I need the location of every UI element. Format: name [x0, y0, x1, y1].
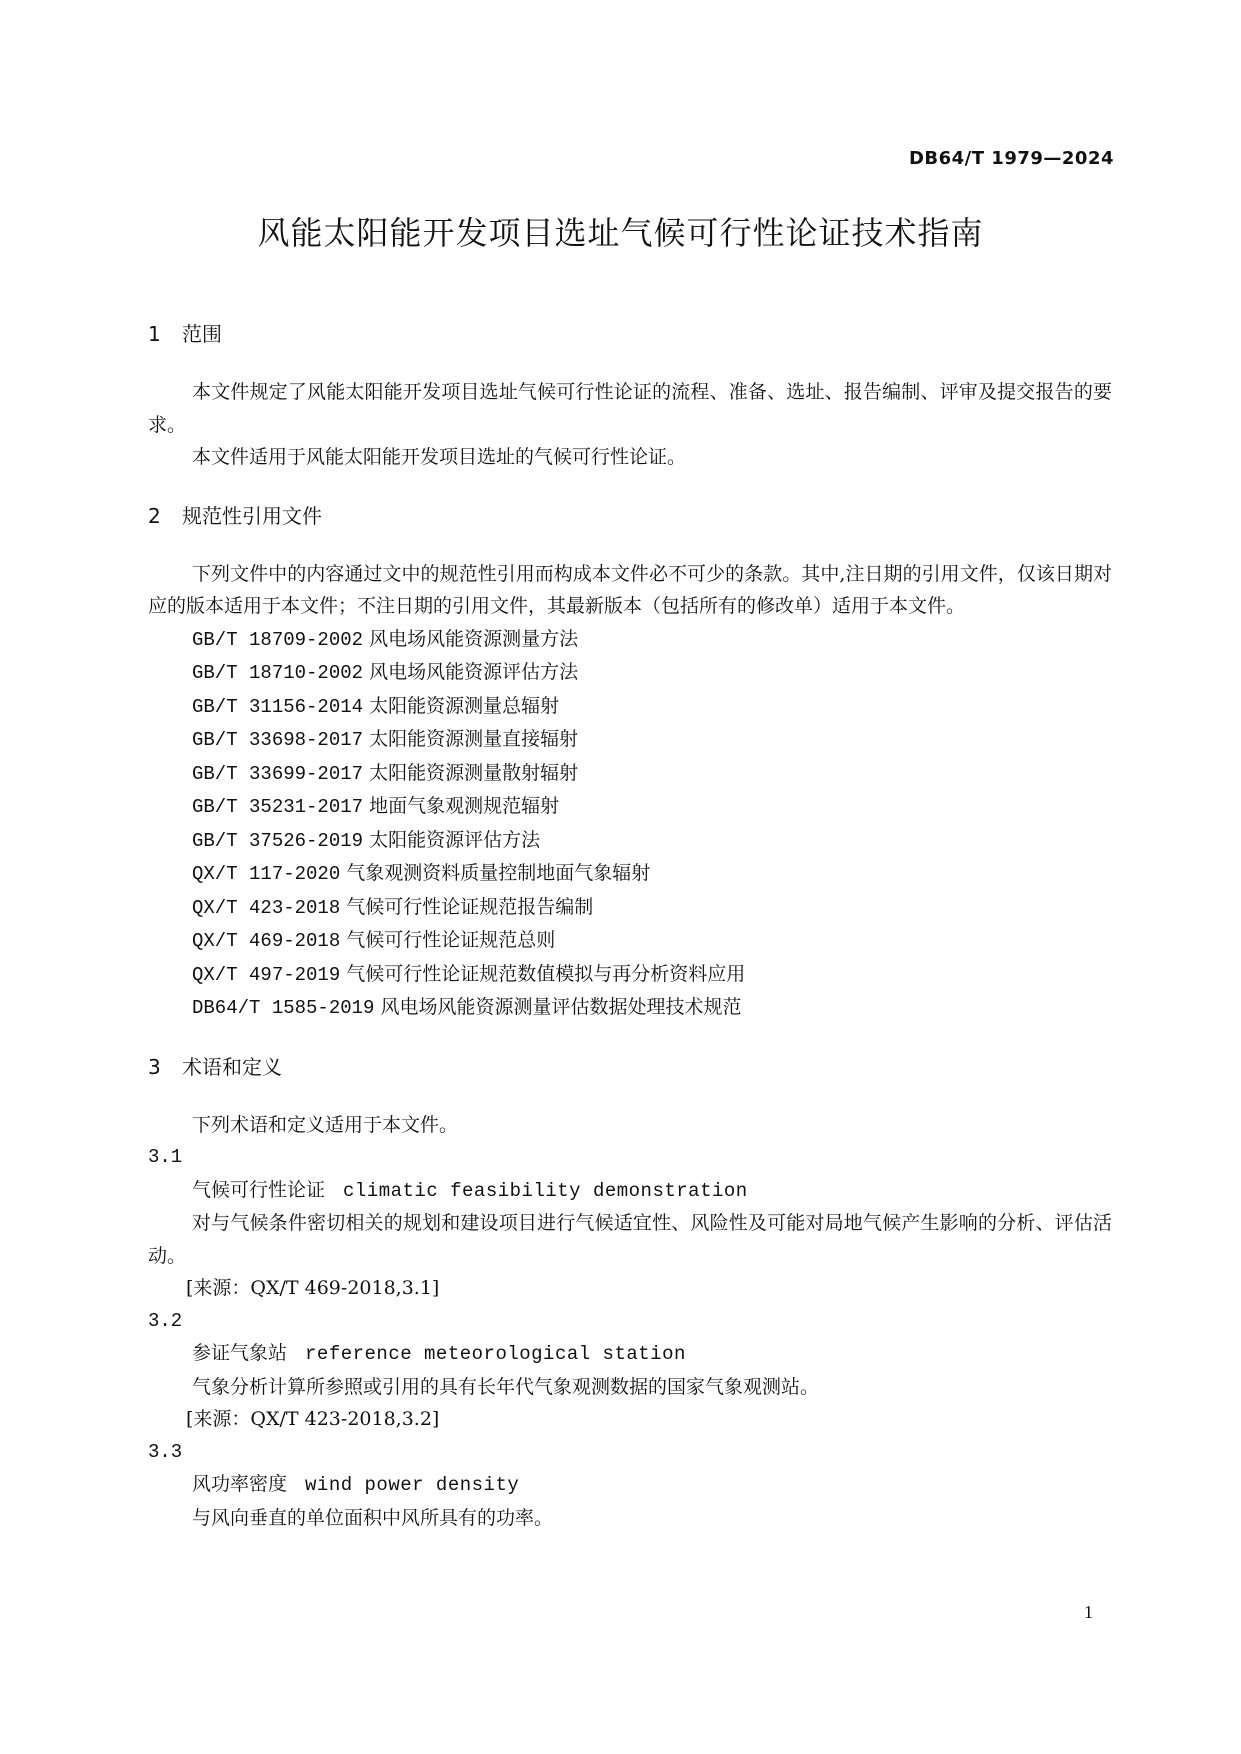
- section-3-intro: 下列术语和定义适用于本文件。: [192, 1113, 459, 1136]
- term-source: [来源：QX/T 469-2018,3.1]: [186, 1277, 440, 1299]
- section-number: 1: [148, 322, 161, 346]
- reference-item: GB/T 33699-2017 太阳能资源测量散射辐射: [192, 761, 579, 785]
- term-number: 3.3: [148, 1440, 183, 1463]
- term-heading: [148, 1468, 1112, 1502]
- section-1-paragraph-2: 本文件适用于风能太阳能开发项目选址的气候可行性论证。: [192, 446, 687, 468]
- page-number: 1: [1084, 1602, 1093, 1622]
- document-body: [148, 318, 1112, 1534]
- section-1-paragraph-1: 本文件规定了风能太阳能开发项目选址气候可行性论证的流程、准备、选址、报告编制、评审及提交报告的要求。: [148, 381, 1112, 436]
- section-title: 术语和定义: [182, 1054, 282, 1079]
- reference-item: GB/T 31156-2014 太阳能资源测量总辐射: [192, 694, 560, 718]
- term-number: 3.1: [148, 1146, 183, 1168]
- term-en: wind power density: [305, 1474, 520, 1496]
- section-number: 2: [148, 503, 161, 528]
- section-number: 3: [148, 1054, 161, 1079]
- reference-item: GB/T 18710-2002 风电场风能资源评估方法: [192, 661, 579, 684]
- term-zh: 风功率密度: [192, 1473, 288, 1495]
- term-heading: [148, 1337, 1112, 1371]
- term-heading: [148, 1174, 1112, 1208]
- reference-item: QX/T 117-2020 气象观测资料质量控制地面气象辐射: [192, 862, 651, 885]
- term-en: reference meteorological station: [305, 1343, 686, 1365]
- term-definition: 气象分析计算所参照或引用的具有长年代气象观测数据的国家气象观测站。: [192, 1375, 820, 1398]
- document-title: 风能太阳能开发项目选址气候可行性论证技术指南: [257, 214, 984, 252]
- term-zh: 参证气象站: [192, 1342, 288, 1364]
- standard-code: DB64/T 1979—2024: [908, 148, 1114, 169]
- reference-list: [148, 623, 1112, 1025]
- term-definition: 对与气候条件密切相关的规划和建设项目进行气候适宜性、风险性及可能对局地气候产生影响的分析、评估活动。: [148, 1212, 1112, 1267]
- term-en: climatic feasibility demonstration: [343, 1179, 748, 1202]
- term-number: 3.2: [148, 1309, 183, 1332]
- term-source: [来源：QX/T 423-2018,3.2]: [186, 1408, 440, 1430]
- reference-item: GB/T 37526-2019 太阳能资源评估方法: [192, 828, 541, 852]
- section-2-paragraph: 下列文件中的内容通过文中的规范性引用而构成本文件必不可少的条款。其中,注日期的引用文件，仅该日期对应的版本适用于本文件；不注日期的引用文件，其最新版本（包括所有的修改单）适用于本文件。: [148, 562, 1112, 617]
- term-zh: 气候可行性论证: [192, 1178, 326, 1201]
- reference-item: GB/T 33698-2017 太阳能资源测量直接辐射: [192, 728, 579, 751]
- reference-item: GB/T 18709-2002 风电场风能资源测量方法: [192, 627, 579, 651]
- reference-item: QX/T 423-2018 气候可行性论证规范报告编制: [192, 895, 594, 919]
- section-3-heading: [148, 1051, 1112, 1083]
- section-title: 规范性引用文件: [182, 503, 322, 528]
- section-title: 范围: [182, 322, 222, 346]
- term-definition: 与风向垂直的单位面积中风所具有的功率。: [192, 1506, 554, 1529]
- reference-item: DB64/T 1585-2019 风电场风能资源测量评估数据处理技术规范: [192, 996, 742, 1019]
- reference-item: QX/T 497-2019 气候可行性论证规范数值模拟与再分析资料应用: [192, 962, 746, 986]
- section-2-heading: [148, 500, 1112, 532]
- reference-item: QX/T 469-2018 气候可行性论证规范总则: [192, 929, 556, 952]
- section-1-heading: [148, 318, 1112, 350]
- reference-item: GB/T 35231-2017 地面气象观测规范辐射: [192, 795, 560, 818]
